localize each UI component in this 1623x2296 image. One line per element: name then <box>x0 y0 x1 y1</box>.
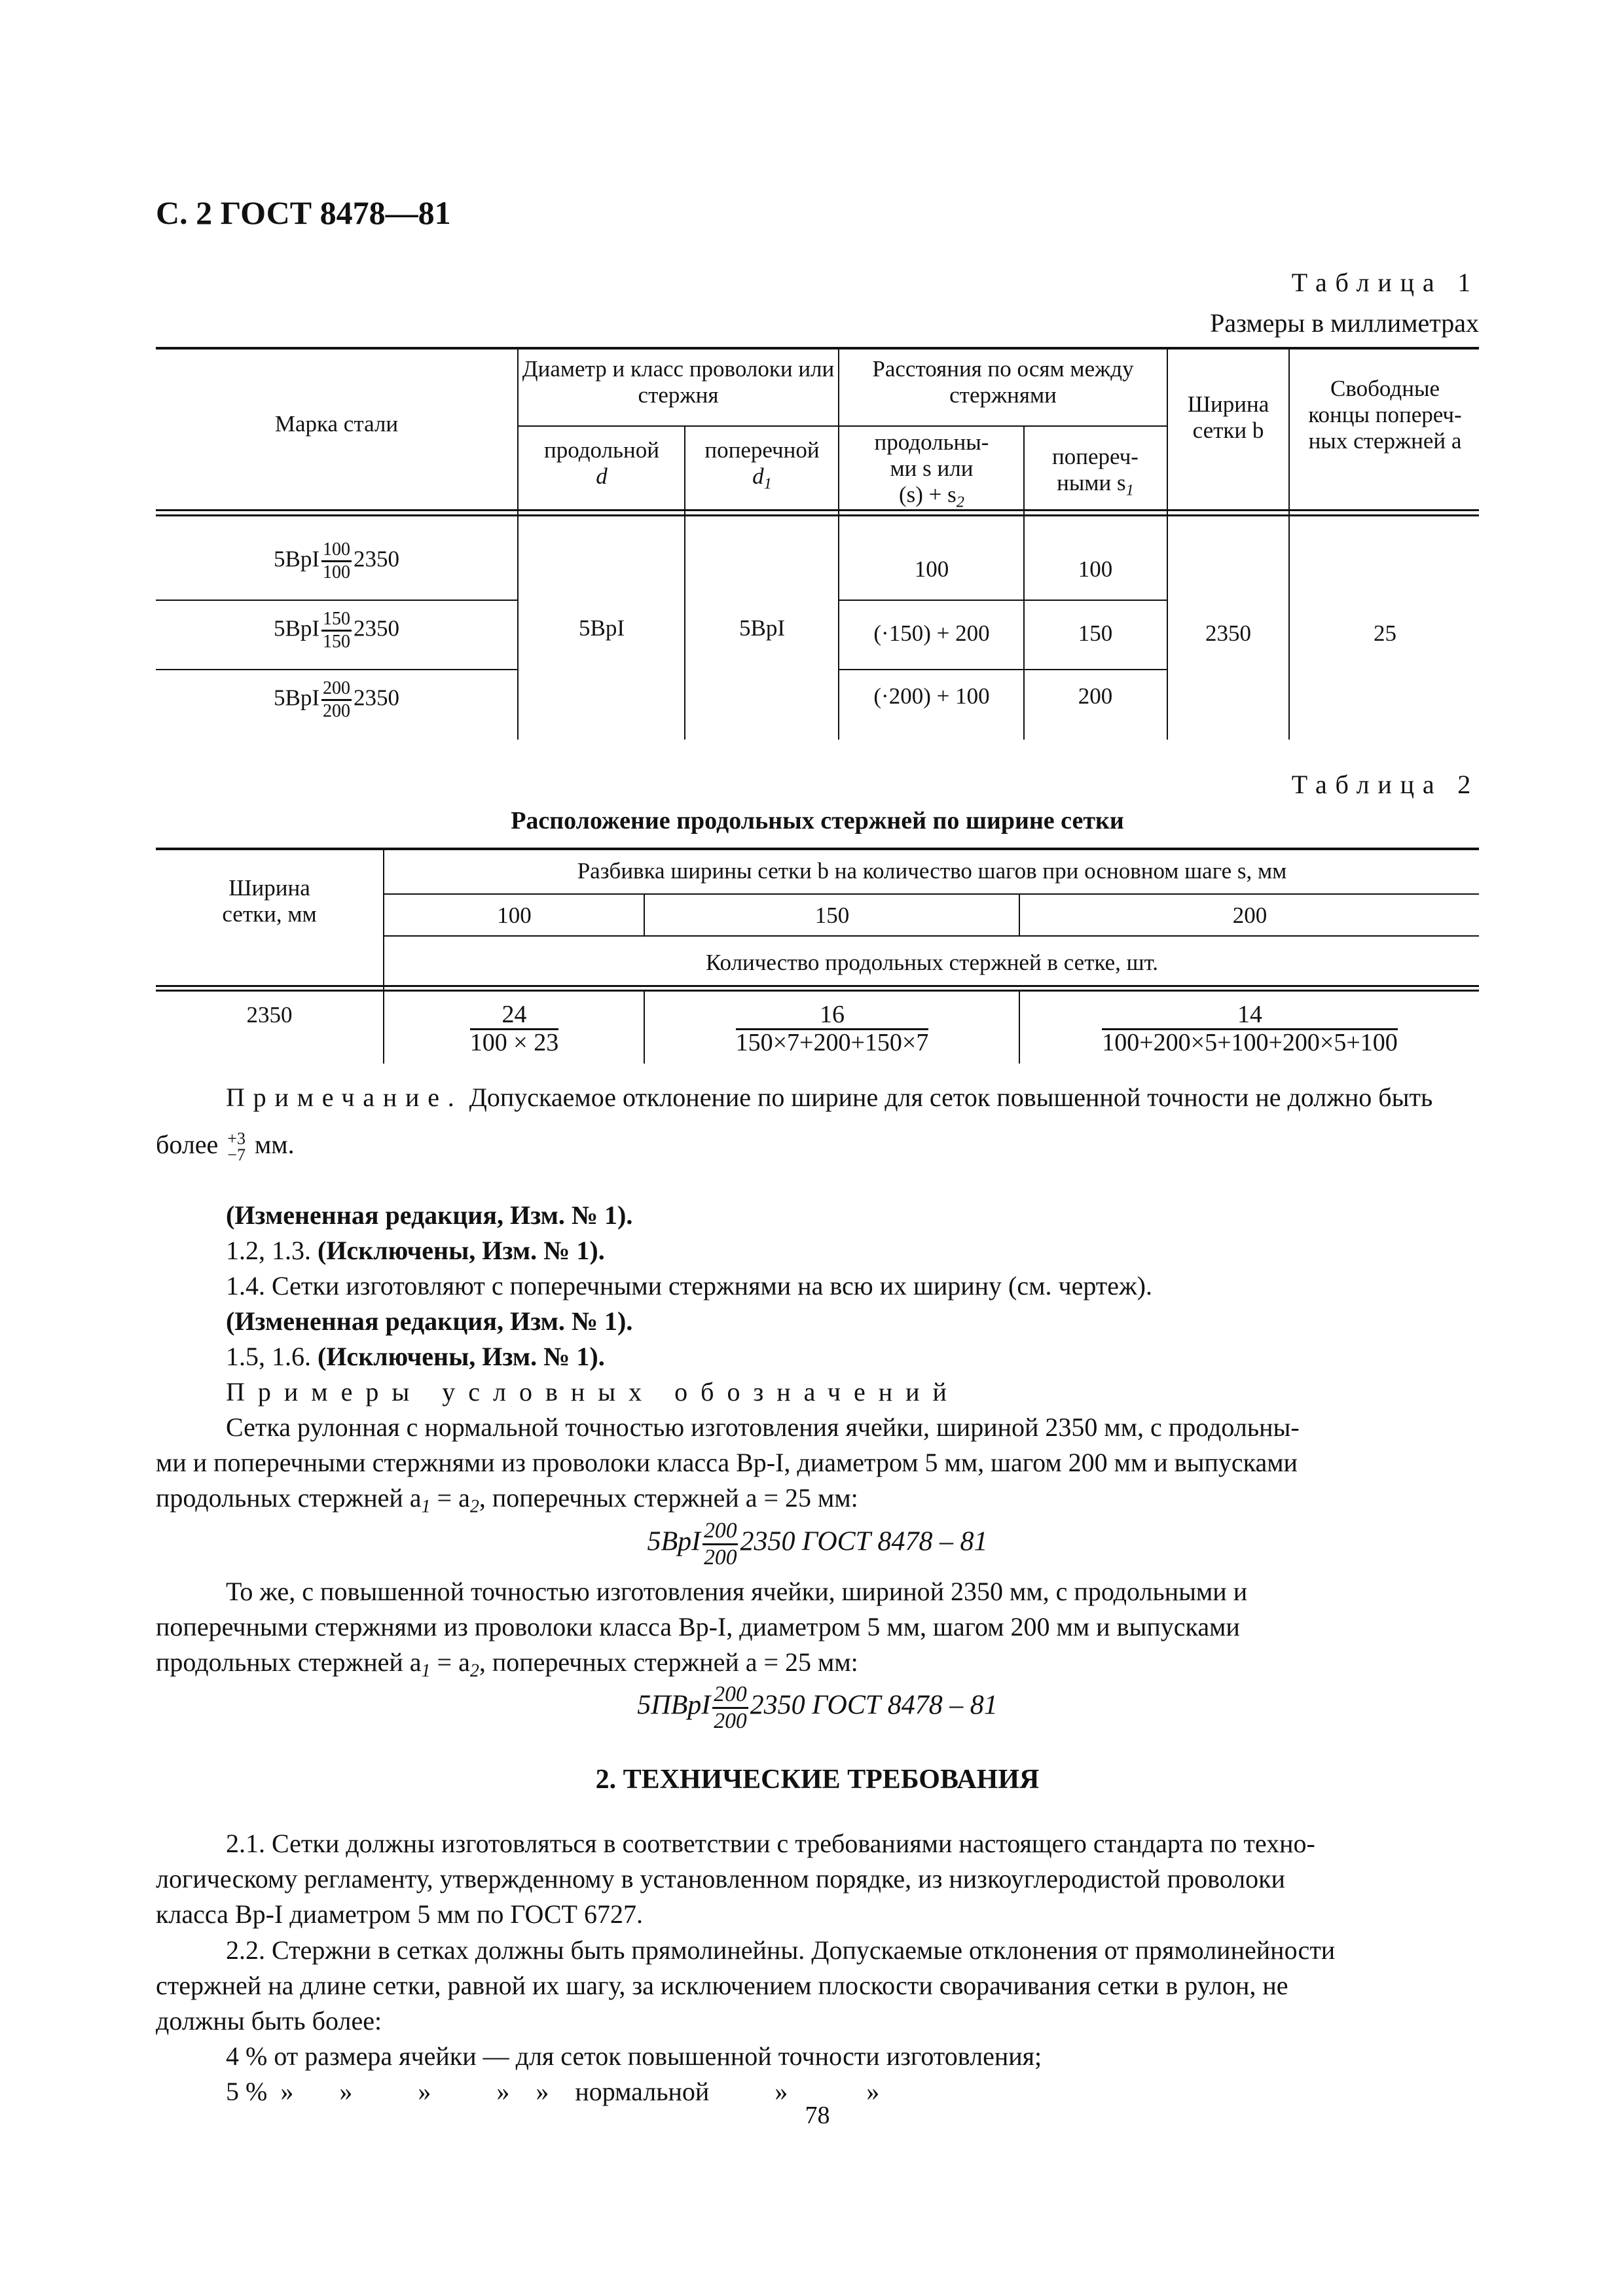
example1-sub: 2 <box>469 1496 479 1517</box>
t2-row-width: 2350 <box>246 1002 293 1028</box>
t1-col-dist-long-sub: 2 <box>956 493 965 511</box>
t1-row-mark-suffix: 2350 <box>354 546 399 572</box>
table2-label: Таблица 2 <box>1291 770 1479 799</box>
section2-title: 2. ТЕХНИЧЕСКИЕ ТРЕБОВАНИЯ <box>595 1765 1040 1795</box>
t1-row-rule-2b <box>838 669 1167 670</box>
examples-title: Примеры условных обозначений <box>226 1377 960 1407</box>
example2-text <box>156 1574 1479 1689</box>
t2-cell <box>385 1002 644 1056</box>
t1-col-diam-cross-label: поперечной <box>704 437 820 463</box>
t1-row-mark <box>156 541 517 582</box>
t1-vline <box>684 425 685 740</box>
t1-row-mark-prefix: 5ВрI <box>274 546 319 572</box>
section2-line: логическому регламенту, утвержденному в установленном порядке, из низкоуглеродистой проволоки <box>156 1864 1285 1893</box>
example1-line: ми и поперечными стержнями из проволоки класса Вр-I, диаметром 5 мм, шагом 200 мм и выпусками <box>156 1448 1298 1477</box>
formula-suffix: 2350 ГОСТ 8478 – 81 <box>750 1690 998 1721</box>
t2-col-width-line1: Ширина <box>228 875 310 901</box>
example2-sub: 1 <box>421 1660 431 1681</box>
t1-dist-cross: 100 <box>1078 556 1113 582</box>
t2-step: 200 <box>1232 903 1267 928</box>
page-number: 78 <box>805 2102 830 2129</box>
t1-col-dist-long <box>841 429 1023 515</box>
t1-row-mark <box>156 610 517 651</box>
t1-col-diam-cross-symbol: d <box>752 463 764 489</box>
change-ref: 1.2, 1.3. <box>226 1236 311 1265</box>
t1-col-diam-long-symbol: d <box>596 463 608 489</box>
example2-line: продольных стержней a <box>156 1647 422 1677</box>
formula-prefix: 5ВрI <box>647 1526 701 1557</box>
formula-num: 200 <box>712 1683 748 1709</box>
t1-row-rule-2 <box>156 669 517 670</box>
t1-col-dist-long-line1: продольны- <box>874 429 989 455</box>
t2-cell-den: 150×7+200+150×7 <box>735 1028 929 1056</box>
t1-top-rule <box>156 347 1479 350</box>
t1-col-width <box>1169 391 1287 444</box>
note-label: Примечание. <box>226 1083 463 1112</box>
t1-col-dist-cross-line2: ными s <box>1057 470 1126 495</box>
t1-col-dist-long-line3: (s) + s <box>898 482 957 507</box>
t1-row-mark-den: 200 <box>323 701 350 721</box>
table1-units: Размеры в миллиметрах <box>1210 308 1479 338</box>
section2-line: 2.1. Сетки должны изготовляться в соответствии с требованиями настоящего стандарта по техно- <box>226 1829 1315 1858</box>
t2-cell-den: 100 × 23 <box>469 1028 559 1056</box>
t2-vline <box>1019 893 1020 937</box>
change-note: (Исключены, Изм. № 1). <box>318 1236 605 1265</box>
section2-p21 <box>156 1826 1479 1932</box>
t1-diam-long-value: 5ВрI <box>579 615 625 641</box>
example2-line: , поперечных стержней a = 25 мм: <box>479 1647 858 1677</box>
page-header: С. 2 ГОСТ 8478—81 <box>156 194 451 231</box>
t1-col-dist-cross <box>1025 444 1165 503</box>
table1-label: Таблица 1 <box>1291 268 1479 297</box>
t1-row-mark <box>156 679 517 721</box>
example1-text <box>156 1410 1479 1524</box>
t1-diam-subrule <box>517 425 838 427</box>
t1-vline <box>1023 425 1025 740</box>
t2-step: 150 <box>814 903 850 928</box>
section2-line: 5 % » » » » » нормальной » » <box>226 2077 880 2106</box>
t2-header-rule-1 <box>156 985 1479 987</box>
t1-dist-cross: 200 <box>1078 683 1113 709</box>
table2 <box>156 848 1479 1064</box>
t2-cell <box>646 1002 1019 1056</box>
t2-cell-den: 100+200×5+100+200×5+100 <box>1102 1028 1398 1056</box>
section2-line: должны быть более: <box>156 2006 382 2036</box>
section2-line: 4 % от размера ячейки — для сеток повышенной точности изготовления; <box>226 2041 1042 2071</box>
change-note: (Исключены, Изм. № 1). <box>318 1342 605 1371</box>
t1-col-diam-cross <box>686 437 838 497</box>
note-text: Допускаемое отклонение по ширине для сеток повышенной точности не должно быть <box>469 1083 1433 1112</box>
note-more: более <box>156 1130 219 1159</box>
t1-dist-subrule <box>838 425 1167 427</box>
t1-col-width-line1: Ширина <box>1187 391 1269 417</box>
t2-rule <box>383 935 1479 937</box>
t1-row-mark-prefix: 5ВрI <box>274 685 319 711</box>
t1-row-rule-1b <box>838 600 1167 601</box>
change-ref: 1.5, 1.6. <box>226 1342 311 1371</box>
t1-col-dist-cross-line1: попереч- <box>1052 444 1139 469</box>
t2-cell-num: 24 <box>470 1002 558 1030</box>
t1-col-free <box>1291 376 1479 454</box>
t1-row-mark-num: 100 <box>321 541 352 562</box>
t2-vline <box>644 990 645 1064</box>
t2-cell-num: 16 <box>736 1002 929 1030</box>
t2-header-rule-2 <box>156 990 1479 992</box>
t1-dist-long: 100 <box>914 556 949 582</box>
t1-row-rule-1 <box>156 600 517 601</box>
section2-line: стержней на длине сетки, равной их шагу, за исключением плоскости сворачивания сетки в рулон, не <box>156 1971 1288 2000</box>
t1-dist-cross: 150 <box>1078 620 1113 646</box>
change-line: (Измененная редакция, Изм. № 1). <box>226 1306 633 1336</box>
example2-line: = a <box>430 1647 470 1677</box>
t1-col-free-line2: концы попереч- <box>1308 402 1462 427</box>
t1-header-rule-1 <box>156 509 1479 511</box>
t2-cell-num: 14 <box>1102 1002 1398 1030</box>
example1-sub: 1 <box>421 1496 431 1517</box>
t1-width-value: 2350 <box>1205 620 1251 646</box>
t1-free-value: 25 <box>1374 620 1396 646</box>
t2-cell <box>1021 1002 1479 1056</box>
note <box>156 1080 1479 1115</box>
example1-line: продольных стержней a <box>156 1483 422 1513</box>
t2-col-width <box>156 875 383 927</box>
example2-line: То же, с повышенной точностью изготовления ячейки, шириной 2350 мм, с продольными и <box>226 1577 1248 1606</box>
formula-suffix: 2350 ГОСТ 8478 – 81 <box>740 1526 988 1557</box>
changes <box>226 1198 1479 1410</box>
t1-col-diam-cross-sub: 1 <box>763 475 772 493</box>
example2-formula <box>156 1683 1479 1732</box>
section2-line: 2.2. Стержни в сетках должны быть прямолинейны. Допускаемые отклонения от прямолинейности <box>226 1935 1336 1965</box>
note-unit: мм. <box>254 1130 295 1159</box>
t1-col-free-line3: ных стержней a <box>1308 428 1462 454</box>
t1-row-mark-suffix: 2350 <box>354 685 399 711</box>
t1-dist-long: (·150) + 200 <box>873 620 990 646</box>
t1-col-mark: Марка стали <box>274 411 399 437</box>
tolerance-minus: −7 <box>227 1145 246 1164</box>
example2-line: поперечными стержнями из проволоки класса Вр-I, диаметром 5 мм, шагом 200 мм и выпусками <box>156 1612 1240 1641</box>
t1-row-mark-prefix: 5ВрI <box>274 615 319 641</box>
t1-vline <box>838 347 839 740</box>
section2-line: класса Вр-I диаметром 5 мм по ГОСТ 6727. <box>156 1899 643 1929</box>
t1-row-mark-num: 150 <box>321 610 352 632</box>
t2-vline <box>644 893 645 937</box>
t1-col-width-line2: сетки b <box>1192 418 1264 443</box>
t1-col-dist: Расстояния по осям между стержнями <box>872 356 1134 408</box>
formula-den: 200 <box>704 1545 737 1570</box>
t1-row-mark-den: 100 <box>323 562 350 583</box>
t2-step: 100 <box>497 903 532 928</box>
table2-title: Расположение продольных стержней по ширине сетки <box>511 807 1124 834</box>
t1-col-dist-long-line2: ми s или <box>890 456 974 481</box>
t1-dist-long: (·200) + 100 <box>873 683 990 709</box>
formula-num: 200 <box>702 1520 738 1545</box>
note-tolerance <box>156 1127 1479 1164</box>
table1 <box>156 347 1479 740</box>
t1-row-mark-num: 200 <box>321 679 352 701</box>
t2-vline <box>1019 990 1020 1064</box>
t1-col-free-line1: Свободные <box>1330 376 1440 401</box>
change-line: 1.4. Сетки изготовляют с поперечными стержнями на всю их ширину (см. чертеж). <box>226 1271 1152 1300</box>
example1-line: , поперечных стержней a = 25 мм: <box>479 1483 858 1513</box>
t1-vline <box>1288 347 1290 740</box>
t2-rule <box>383 893 1479 895</box>
t2-col-split: Разбивка ширины сетки b на количество шагов при основном шаге s, мм <box>577 858 1287 884</box>
t1-vline <box>1167 347 1168 740</box>
formula-den: 200 <box>714 1708 747 1733</box>
t2-count-label: Количество продольных стержней в сетке, шт. <box>705 950 1159 975</box>
t1-col-diam-long <box>520 437 684 490</box>
t1-col-dist-cross-sub: 1 <box>1125 481 1134 499</box>
t1-row-mark-den: 150 <box>323 632 350 652</box>
tolerance-plus: +3 <box>227 1129 246 1149</box>
change-line: (Измененная редакция, Изм. № 1). <box>226 1200 633 1230</box>
t2-top-rule <box>156 848 1479 850</box>
formula-prefix: 5ПВрI <box>637 1690 711 1721</box>
t1-row-mark-suffix: 2350 <box>354 615 399 641</box>
section2-p22 <box>156 1933 1479 2109</box>
example1-formula <box>156 1520 1479 1568</box>
t2-vline <box>383 848 384 1064</box>
t1-vline <box>517 347 519 740</box>
example2-sub: 2 <box>469 1660 479 1681</box>
t1-diam-cross-value: 5ВрI <box>739 615 785 641</box>
t1-col-diam-long-label: продольной <box>544 437 659 463</box>
example1-line: = a <box>430 1483 470 1513</box>
example1-line: Сетка рулонная с нормальной точностью изготовления ячейки, шириной 2350 мм, с продольны- <box>226 1412 1300 1442</box>
t2-col-width-line2: сетки, мм <box>222 901 317 927</box>
t1-header-rule-2 <box>156 514 1479 516</box>
t1-col-diam: Диаметр и класс проволоки или стержня <box>522 356 835 408</box>
